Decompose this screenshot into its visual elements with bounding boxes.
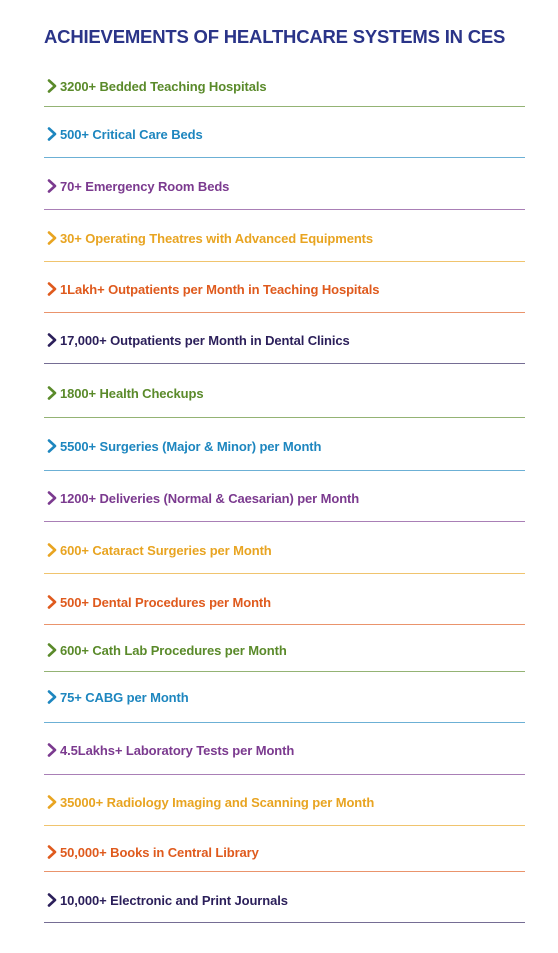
list-item xyxy=(44,740,525,760)
divider xyxy=(44,209,525,210)
chevron-right-icon xyxy=(44,178,60,194)
list-item-label: 30+ Operating Theatres with Advanced Equipments xyxy=(60,230,374,246)
divider xyxy=(44,774,525,775)
chevron-right-icon xyxy=(44,385,60,401)
chevron-right-icon xyxy=(44,230,60,246)
list-item xyxy=(44,540,525,560)
chevron-right-icon xyxy=(44,892,60,908)
divider xyxy=(44,261,525,262)
divider xyxy=(44,871,525,872)
list-item xyxy=(44,76,525,96)
list-item-label: 70+ Emergency Room Beds xyxy=(60,178,230,194)
divider xyxy=(44,671,525,672)
divider xyxy=(44,825,525,826)
chevron-right-icon xyxy=(44,542,60,558)
divider xyxy=(44,624,525,625)
chevron-right-icon xyxy=(44,689,60,705)
list-item-label: 3200+ Bedded Teaching Hospitals xyxy=(60,78,267,94)
divider xyxy=(44,312,525,313)
list-item-label: 500+ Dental Procedures per Month xyxy=(60,594,272,610)
divider xyxy=(44,722,525,723)
list-item-label: 5500+ Surgeries (Major & Minor) per Month xyxy=(60,438,322,454)
list-item xyxy=(44,842,525,862)
list-item-label: 50,000+ Books in Central Library xyxy=(60,844,259,860)
divider xyxy=(44,573,525,574)
list-item-label: 17,000+ Outpatients per Month in Dental Clinics xyxy=(60,332,350,348)
divider xyxy=(44,922,525,923)
divider xyxy=(44,106,525,107)
page-title: ACHIEVEMENTS OF HEALTHCARE SYSTEMS IN CES xyxy=(44,26,506,47)
list-item xyxy=(44,330,525,350)
divider xyxy=(44,417,525,418)
list-item xyxy=(44,176,525,196)
list-item xyxy=(44,792,525,812)
list-item-label: 1200+ Deliveries (Normal & Caesarian) per Month xyxy=(60,490,360,506)
divider xyxy=(44,521,525,522)
list-item xyxy=(44,488,525,508)
divider xyxy=(44,470,525,471)
list-item-label: 1Lakh+ Outpatients per Month in Teaching Hospitals xyxy=(60,281,380,297)
chevron-right-icon xyxy=(44,490,60,506)
chevron-right-icon xyxy=(44,742,60,758)
chevron-right-icon xyxy=(44,332,60,348)
chevron-right-icon xyxy=(44,642,60,658)
list-item xyxy=(44,640,525,660)
divider xyxy=(44,363,525,364)
list-item-label: 10,000+ Electronic and Print Journals xyxy=(60,892,288,908)
list-item xyxy=(44,228,525,248)
list-item-label: 1800+ Health Checkups xyxy=(60,385,204,401)
divider xyxy=(44,157,525,158)
list-item xyxy=(44,124,525,144)
chevron-right-icon xyxy=(44,844,60,860)
list-item-label: 500+ Critical Care Beds xyxy=(60,126,203,142)
chevron-right-icon xyxy=(44,281,60,297)
list-item xyxy=(44,592,525,612)
list-item-label: 600+ Cath Lab Procedures per Month xyxy=(60,642,287,658)
list-item xyxy=(44,890,525,910)
list-item-label: 35000+ Radiology Imaging and Scanning per Month xyxy=(60,794,375,810)
list-item-label: 600+ Cataract Surgeries per Month xyxy=(60,542,272,558)
list-item-label: 75+ CABG per Month xyxy=(60,689,189,705)
chevron-right-icon xyxy=(44,438,60,454)
list-item-label: 4.5Lakhs+ Laboratory Tests per Month xyxy=(60,742,295,758)
list-item xyxy=(44,383,525,403)
chevron-right-icon xyxy=(44,794,60,810)
list-item xyxy=(44,279,525,299)
list-item xyxy=(44,687,525,707)
chevron-right-icon xyxy=(44,126,60,142)
chevron-right-icon xyxy=(44,78,60,94)
list-item xyxy=(44,436,525,456)
chevron-right-icon xyxy=(44,594,60,610)
